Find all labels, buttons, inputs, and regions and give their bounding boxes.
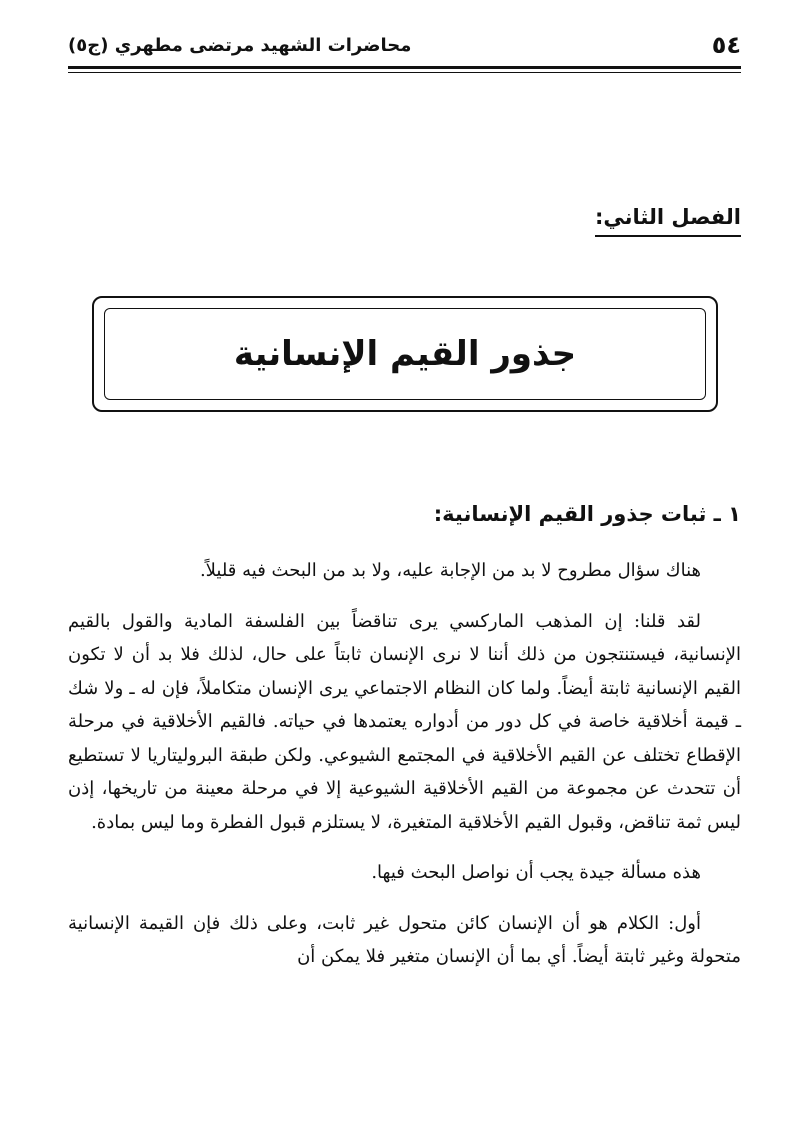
chapter-title-frame-inner xyxy=(104,308,706,400)
chapter-label: الفصل الثاني: xyxy=(595,205,741,237)
body-text xyxy=(68,554,741,991)
header-rule-thin xyxy=(68,72,741,73)
paragraph-4: أول: الكلام هو أن الإنسان كائن متحول غير ثابت، وعلى ذلك فإن القيمة الإنسانية متحولة وغير ثابتة أيضاً. أي بما أن الإنسان متغير فلا يمكن أن xyxy=(68,912,741,967)
header-rule-thick xyxy=(68,66,741,69)
chapter-title-frame xyxy=(92,296,718,412)
section-heading: ١ ـ ثبات جذور القيم الإنسانية: xyxy=(433,502,741,526)
paragraph-2: لقد قلنا: إن المذهب الماركسي يرى تناقضاً بين الفلسفة المادية والقول بالقيم الإنسانية، فيستنتجون من ذلك أننا لا نرى الإنسان ثابتاً على حال، لذلك فلا بد أن لا تكون القيم الإنسانية ثابتة أيضاً. ولما كان النظام الاجتماعي يرى الإنسان متكاملاً، فإن له ـ ولا شك ـ قيمة أخلاقية خاصة في كل دور من أدواره يعتمدها في حياته. فالقيم الأخلاقية في مرحلة الإقطاع تختلف عن القيم الأخلاقية في المجتمع الشيوعي. ولكن طبقة البروليتاريا لا تستطيع أن تتحدث عن مجموعة من القيم الأخلاقية الشيوعية إلا في مرحلة معينة من تاريخها، إذن ليس ثمة تناقض، وقبول القيم الأخلاقية المتغيرة، لا يستلزم قبول الفطرة وما ليس بمادة. xyxy=(68,610,741,833)
page-number: ٥٤ xyxy=(711,31,741,59)
paragraph-3: هذه مسألة جيدة يجب أن نواصل البحث فيها. xyxy=(371,862,701,883)
page-header xyxy=(68,28,741,62)
paragraph-1: هناك سؤال مطروح لا بد من الإجابة عليه، ولا بد من البحث فيه قليلاً. xyxy=(199,560,701,581)
running-title: محاضرات الشهيد مرتضى مطهري (ج٥) xyxy=(68,34,412,56)
chapter-title: جذور القيم الإنسانية xyxy=(233,334,577,374)
